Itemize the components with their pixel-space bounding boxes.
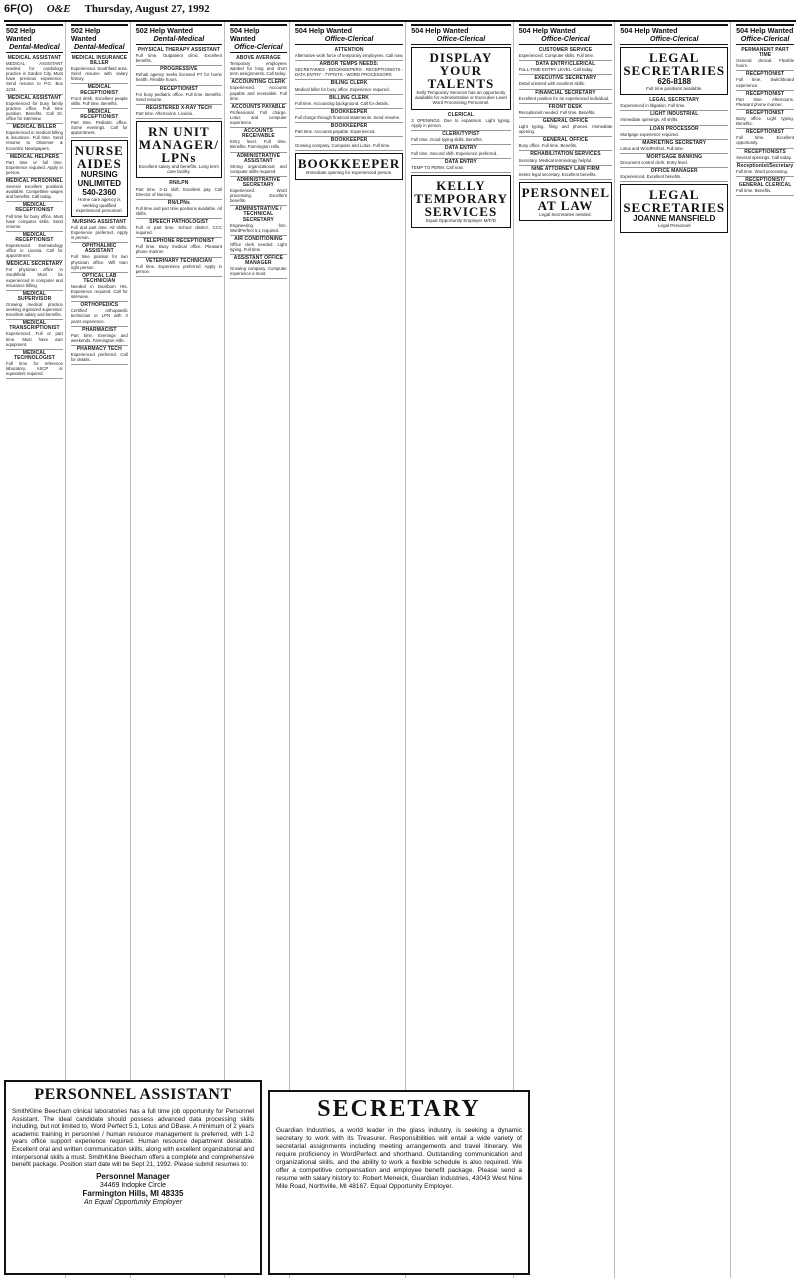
classified-ad [411, 131, 510, 145]
classified-ad [6, 95, 63, 124]
ad-title: NINE ATTORNEY LAW FIRM [531, 165, 600, 172]
ad-body: Part time. Afternoons. Pleasant phone manner. [736, 96, 794, 107]
ad-body: Experienced in litigation. Full time. [620, 103, 686, 109]
classified-ad [736, 110, 794, 129]
ad-body: Growing company. Computer and Lotus. Full time. [294, 143, 391, 149]
ad-body: Excellent position for an experienced individual. [518, 95, 610, 101]
ad-title: RN/LPN [169, 180, 189, 187]
classified-ad [71, 327, 128, 346]
ad-body: Detail oriented with excellent skills. [518, 81, 585, 87]
ad-title: MEDICAL RECEPTIONIST [15, 231, 54, 243]
display-ad-big: LEGAL SECRETARIES [623, 187, 726, 216]
ad-title: ORTHOPEDICS [80, 302, 119, 309]
ad-body: Medical biller for busy office. Experience required. [294, 86, 390, 92]
ad-body: Experienced. Word processing. Excellent benefits. [229, 188, 287, 204]
classified-ad [6, 55, 63, 95]
ad-body: Experienced in medical billing & insurance. Full time. Send resume to Observer & Eccentric Newspapers. [6, 130, 63, 151]
display-ad-phone: 540-2360 [82, 188, 117, 198]
classified-ad [71, 273, 128, 302]
display-ad-small: Equal Opportunity Employer M/F/D [426, 218, 496, 224]
ad-body: Full time. Outpatient clinic. Excellent benefits. [135, 53, 222, 64]
display-ad-small: Home care agency is seeking qualified experienced personnel. [75, 197, 123, 213]
classified-ad [519, 137, 613, 151]
classified-ad [295, 137, 403, 151]
ad-title: DATA ENTRY [444, 145, 477, 152]
section-header [411, 24, 510, 45]
classified-ad [736, 47, 794, 71]
display-ad-small: Kelly Temporary Services has an opportunity available for Administrative or Executive Level Word Processing Personnel. [415, 90, 507, 106]
display-ad-small: Legal Personnel [657, 223, 691, 229]
classified-ad [411, 159, 510, 173]
section-subtitle: Office-Clerical [541, 34, 590, 43]
ad-title: MEDICAL ASSISTANT [7, 94, 62, 101]
ad-body: Front desk. Excellent people skills. Full time. Benefits. [70, 95, 128, 106]
ad-body: Experienced preferred. Call for details. [70, 351, 128, 363]
section-header [230, 24, 287, 53]
classified-ad [736, 71, 794, 90]
ad-body: Full charge through financial statements. Send resume. [294, 114, 401, 120]
classified-ad [519, 104, 613, 118]
ad-body: Part time. 3-11 shift. Excellent pay. Call Director of Nursing. [135, 186, 222, 197]
secretary-title: SECRETARY [317, 1096, 481, 1122]
ad-title: OPHTHALMIC ASSISTANT [82, 243, 117, 255]
ad-body: Full time for busy office. Must have computer skills. Send resume. [6, 213, 63, 229]
ad-title: RECEPTIONIST [159, 85, 198, 92]
ad-title: CUSTOMER SERVICE [538, 47, 593, 53]
ad-title: RECEPTIONIST [745, 129, 785, 136]
ad-title: MEDICAL SUPERVISOR [17, 290, 52, 302]
ad-title: Receptionist/Secretary [736, 162, 794, 169]
classified-ad [620, 154, 728, 168]
section-subtitle: Office-Clerical [649, 34, 699, 43]
display-ad-small: Full time positions available. [646, 86, 703, 91]
display-ad-mid: JOANNE MANSFIELD [633, 214, 716, 224]
display-ad-mid: NURSING UNLIMITED [77, 170, 122, 189]
section-title: 502 Help Wanted [135, 26, 193, 35]
classified-ad [136, 47, 222, 66]
ad-title: GENERAL OFFICE [542, 137, 589, 144]
ad-body: Experienced. Excellent benefits. [620, 174, 682, 180]
ad-title: BOOKKEEPER [330, 137, 368, 144]
secretary-ad [268, 1090, 530, 1275]
section-title: 504 Help Wanted [229, 26, 260, 43]
ad-body: Full time. Word processing. [736, 168, 789, 174]
ad-body: Part time or full time. Experience required. Apply in person. [6, 159, 63, 175]
ad-body: Full time. Good typing skills. Benefits. [411, 136, 483, 142]
section-header [6, 24, 63, 53]
masthead [4, 3, 796, 19]
ad-title: MORTGAGE BANKING [646, 153, 703, 160]
ad-body: Full time. Switchboard experience. [736, 77, 794, 88]
display-ad-big: NURSE AIDES [74, 143, 124, 172]
ad-title: FINANCIAL SECRETARY [535, 89, 596, 96]
ad-title: MEDICAL BILLER [12, 124, 57, 131]
display-ad [620, 47, 728, 95]
column-7 [517, 22, 616, 1278]
ad-title: LOAN PROCESSOR [649, 125, 699, 132]
classified-ad [230, 236, 287, 255]
ad-title: MEDICAL TECHNOLOGIST [13, 349, 55, 361]
classified-ad [620, 168, 728, 182]
ad-body: Experienced. Full or part time. Must have own equipment. [6, 331, 63, 347]
ad-body: Full time. Accounting background. Call for details. [294, 100, 389, 106]
classified-ad [295, 61, 403, 80]
display-ad-big: DISPLAY YOUR TALENTS [427, 50, 495, 91]
ad-title: RECEPTIONISTS [744, 148, 786, 155]
section-subtitle: Dental-Medical [73, 42, 125, 51]
classified-ad [230, 153, 287, 177]
ad-title: PHARMACY TECH [76, 345, 122, 352]
contact-address-1: 34469 Indopke Circle [99, 1181, 167, 1189]
section-subtitle: Office-Clerical [324, 34, 374, 43]
classified-ad [519, 166, 613, 180]
ad-body: Part time. Pediatric office. Some evenings. Call for appointment. [70, 120, 128, 136]
classified-ad [136, 180, 222, 199]
ad-body: Experienced. Computer skills. Full time. [518, 53, 595, 59]
ad-body: Several openings. Call today. [736, 154, 792, 160]
classified-ad [230, 206, 287, 235]
display-ad-small: Legal Secretaries needed. [539, 211, 592, 217]
ad-title: REGISTERED X-RAY TECH [145, 104, 212, 111]
ad-body: Several excellent positions available. Competitive wages and benefits. Call today. [6, 184, 63, 200]
ad-body: Immediate openings. All shifts. [620, 117, 679, 123]
ad-body: Secretary. Medical terminology helpful. [518, 157, 593, 163]
section-title: 504 Help Wanted [736, 26, 794, 35]
eoe-notice: An Equal Opportunity Employer [83, 1198, 183, 1206]
classified-ad [6, 154, 63, 178]
display-ad-phone: 626-8188 [657, 77, 692, 86]
classified-ad [230, 128, 287, 152]
ad-body: Needed in Dearborn Hts. Experience required. Call for interview. [70, 283, 128, 300]
ad-body: For busy pediatric office. Full time. Benefits. Send resume. [135, 91, 222, 102]
ad-body: Full and part time. All shifts. Experience preferred. Apply in person. [70, 225, 128, 241]
classified-ad [519, 47, 613, 61]
ad-title: MEDICAL SECRETARY [6, 261, 63, 268]
classified-ad [6, 350, 63, 379]
display-ad [71, 140, 128, 217]
ad-title: MEDICAL RECEPTIONIST [80, 84, 119, 96]
classified-ad [136, 238, 222, 257]
classified-ad [519, 61, 613, 75]
ad-title: MEDICAL HELPERS [9, 153, 60, 160]
ad-body: Alternative work force of temporary employees. Call now. [294, 53, 404, 59]
ad-title: MEDICAL TRANSCRIPTIONIST [9, 320, 60, 332]
ad-body: Full or part time. School district. CCC required. [135, 225, 222, 236]
classified-ad [6, 202, 63, 231]
ad-body: Part time. Accounts payable. Experienced. [294, 129, 376, 135]
ad-title: RECEPTIONIST [745, 109, 785, 116]
section-title: 504 Help Wanted [518, 26, 576, 35]
ad-title: RN/LPNs [167, 199, 190, 206]
ad-body: MEDICAL ASSISTANT needed for cardiology practice in Garden City. Must have previous experience. Send resume to P.O. Box 1234. [6, 61, 63, 92]
display-ad-small: Immediate opening for experienced person. [305, 170, 393, 176]
ad-body: Busy office. Full time. Benefits. [518, 143, 578, 149]
classified-ad [620, 140, 728, 154]
classified-ad [519, 90, 613, 104]
classified-ad [6, 232, 63, 261]
classified-ad [295, 123, 403, 137]
ad-body: Experienced. Dermatology office in Livonia. Call for appointment. [6, 243, 63, 259]
ad-body: Part time. Evenings and weekends. Farmington Hills. [70, 332, 128, 343]
ad-title: ACCOUNTING CLERK [231, 79, 286, 86]
ad-title: REHABILITATION SERVICES [530, 151, 601, 158]
ad-title: RECEPTIONIST [745, 71, 785, 78]
ad-body: Experienced for busy family practice office. Full time position. Benefits. Call Dr. office for interview. [6, 100, 63, 122]
ad-body: SECRETARIES - BOOKKEEPERS - RECEPTIONISTS - DATA ENTRY - TYPISTS - WORD PROCESSORS [294, 67, 404, 78]
classified-ad [620, 97, 728, 111]
ad-body: 3 OPENINGS. Due to expansion. Light typing. Apply in person. [411, 117, 511, 128]
ad-body: Seeks legal secretary. Excellent benefits. [518, 171, 597, 177]
ad-title: PHARMACIST [82, 326, 117, 333]
ad-title: MEDICAL RECEPTIONIST [15, 202, 54, 214]
personnel-assistant-contact [12, 1173, 254, 1207]
ad-title: BOOKKEEPER [330, 108, 368, 115]
ad-body: Growing medical practice seeking organized supervisor. Excellent salary and benefits. [6, 301, 63, 318]
ad-title: BILING CLERK [330, 80, 368, 87]
classified-ad [136, 219, 222, 238]
secretary-body: Guardian Industries, a world leader in the glass industry, is seeking a dynamic secretary to work with its Treasurer. Responsibilities will entail a wide variety of secretarial assignments including meeting arrangements and travel itinerary. We require proficiency in WordPerfect and shorthand. Outstanding communication and organizational skills, and the ability to work a flexible schedule is also required. We offer a competitive compensation and employee benefit package. Please send a resume with salary history to: Robert Meneick, Guardian Industries, 43043 West Nine Mile Road, Northville, MI 48167. Equal Opportunity Employer. [276, 1127, 522, 1190]
ad-title: ASSISTANT OFFICE MANAGER [233, 255, 284, 267]
issue-date: Thursday, August 27, 1992 [84, 3, 210, 15]
classified-ad [6, 320, 63, 349]
display-ad-big: LEGAL SECRETARIES [623, 50, 726, 78]
section-title: 504 Help Wanted [620, 26, 678, 35]
paper-name: O&E [46, 3, 71, 15]
ad-title: CLERK/TYPIST [442, 130, 480, 137]
section-title: 504 Help Wanted [294, 26, 353, 35]
classified-ad [6, 124, 63, 153]
classified-ad [71, 109, 128, 138]
ad-body: Full time position for two physician office. Will train right person. [70, 254, 128, 270]
ad-body: Mortgage experience required. [620, 131, 679, 137]
display-ad [620, 184, 728, 232]
classified-ad [230, 55, 287, 79]
display-ad [411, 47, 510, 110]
classified-ad [230, 104, 287, 128]
column-8 [618, 22, 731, 1278]
ad-body: Full time. Busy medical office. Pleasant phone manner. [135, 244, 222, 255]
display-ad [411, 175, 510, 227]
ad-title: OPTICAL LAB TECHNICIAN [82, 272, 117, 284]
ad-body: General clerical. Flexible hours. [736, 58, 794, 69]
section-subtitle: Dental-Medical [153, 34, 205, 43]
classified-ad [71, 302, 128, 326]
display-ad-big: PERSONNEL AT LAW [521, 184, 611, 213]
section-title: 502 Help Wanted [6, 26, 36, 43]
ad-title: CLERICAL [447, 111, 474, 118]
ad-title: MEDICAL INSURANCE BILLER [71, 55, 128, 67]
classified-ad [295, 95, 403, 109]
section-subtitle: Office-Clerical [234, 42, 283, 51]
ad-title: ADMINISTRATIVE SECRETARY [236, 176, 281, 188]
ad-body: Full time and part time positions available. All shifts. [135, 205, 222, 216]
personnel-assistant-title: PERSONNEL ASSISTANT [34, 1086, 232, 1103]
section-title: 504 Help Wanted [411, 26, 469, 35]
ad-body: Full time. Excellent opportunity. [736, 135, 794, 146]
personnel-assistant-body: SmithKline Beecham clinical laboratories has a full time job opportunity for Personnel Assistant. The ideal candidate should possess advanced data processing skills including, but not limited to, Word Perfect 5.1, Lotus and DBase. A minimum of 2 years academic training in personnel / human resource management is preferred, with 1-2 years office support experience required. Human resource department desirable. Excellent oral and written communication skills, along with excellent organizational and interpersonal skills a must. SmithKline Beecham offers a complete and comprehensive benefit package. Position start date will be Sept 21, 1992. Please submit resumes to: [12, 1108, 254, 1169]
classified-ad [71, 84, 128, 108]
classified-ad [736, 149, 794, 163]
ad-title: EXECUTIVE SECRETARY [534, 75, 597, 82]
ad-title: OFFICE MANAGER [650, 168, 698, 175]
ad-title: BOOKKEEPER [330, 123, 368, 130]
classified-ad [620, 111, 728, 125]
classified-ad [295, 47, 403, 61]
ad-body: Rehab agency seeks licensed PT for home health. Flexible hours. [135, 72, 222, 83]
ad-body: Strong organizational and computer skills required. [229, 163, 287, 174]
classified-ad [230, 79, 287, 103]
ad-title: GENERAL OFFICE [542, 117, 589, 124]
classified-ad [620, 126, 728, 140]
ad-title: VETERINARY TECHNICIAN [145, 257, 212, 264]
ad-body: Full time. Benefits. [736, 188, 772, 194]
ad-title: ARBOR TEMPS NEEDS: [319, 61, 379, 68]
display-ad [136, 121, 222, 178]
section-header [519, 24, 613, 45]
display-ad [295, 153, 403, 179]
classified-ad [6, 261, 63, 290]
ad-body: Full time for reference laboratory. ASCP or equivalent required. [6, 360, 63, 377]
ad-title: DATA ENTRY [444, 159, 477, 166]
ad-title: NURSING ASSISTANT [72, 218, 127, 225]
classified-ad [411, 112, 510, 131]
ad-body: Full time. Second shift. Experience preferred. [411, 151, 498, 157]
ad-title: RECEPTIONIST [745, 90, 785, 97]
ad-body: Experienced. Southfield area. Send resume with salary history. [70, 66, 128, 82]
ad-title: FRONT DESK [548, 103, 583, 110]
classified-ad [519, 151, 613, 165]
section-header [736, 24, 794, 45]
ad-title: DATA ENTRY/CLERICAL [535, 61, 596, 68]
classified-ad [136, 258, 222, 277]
ad-title: MEDICAL RECEPTIONIST [80, 108, 119, 120]
classified-ad [736, 91, 794, 110]
ad-body: Entry level. Full time. Benefits. Farmington Hills. [229, 139, 287, 150]
ad-title: ACCOUNTS PAYABLE [231, 103, 286, 110]
classified-ad [71, 219, 128, 243]
ad-body: Receptionist needed. Full time. Benefits. [518, 109, 596, 115]
ad-body: FULL-TIME ENTRY LEVEL. Call today. [518, 67, 594, 73]
ad-body: Experienced. Accounts payable and receivable. Full time. [229, 85, 287, 101]
ad-body: Growing company. Computer experience a must. [229, 266, 287, 277]
ad-body: Part time. Afternoons. Livonia. [135, 110, 194, 116]
ad-body: TEMP TO PERM. Call now. [411, 165, 464, 171]
classified-ad [411, 145, 510, 159]
ad-body: Certified orthopaedic technician or LPN with 3 years experience. [70, 308, 128, 324]
contact-title: Personnel Manager [96, 1171, 170, 1181]
ad-body: For physician office in Southfield. Must be experienced in computer and insurance billing. [6, 267, 63, 288]
ad-title: PROGRESSIVE [160, 66, 198, 73]
classified-ad [71, 55, 128, 84]
ad-title: LIGHT INDUSTRIAL [650, 111, 699, 118]
section-title: 502 Help Wanted [70, 26, 101, 43]
section-header [295, 24, 403, 45]
classified-ad [295, 80, 403, 94]
classified-ad [295, 109, 403, 123]
ad-title: ADMINISTRATIVE / TECHNICAL SECRETARY [235, 206, 282, 223]
ad-title: BILLING CLERK [329, 94, 370, 101]
ad-body: Professional. Full charge. Lotus and computer experience. [229, 109, 287, 126]
display-ad-big: BOOKKEEPER [297, 156, 401, 172]
ad-title: AIR CONDITIONING [234, 235, 283, 242]
display-ad-big: KELLY TEMPORARY SERVICES [414, 178, 509, 220]
ad-body: Light typing, filing and phones. Immediate opening. [518, 124, 613, 135]
ad-title: ADMINISTRATIVE ASSISTANT [236, 152, 281, 164]
column-9 [734, 22, 796, 1278]
ad-body: Engineering firm. WordPerfect 5.1 required. [229, 222, 287, 233]
ad-title: MARKETING SECRETARY [642, 139, 707, 146]
ad-title: ATTENTION [334, 47, 364, 53]
display-ad-small: Excellent salary and benefits. Long term care facility. [138, 164, 219, 175]
ad-body: Document control clerk. Entry level. [620, 160, 688, 166]
ad-title: SPEECH PATHOLOGIST [149, 219, 209, 225]
ad-body: Lotus and WordPerfect. Full time. [620, 145, 685, 151]
display-ad-big: RN UNIT MANAGER/ LPNs [138, 124, 219, 166]
ad-title: PERMANENT PART TIME [741, 47, 789, 59]
ad-title: PHYSICAL THERAPY ASSISTANT [137, 47, 220, 53]
section-header [136, 24, 222, 45]
classified-ad [736, 177, 794, 196]
ad-body: Full time. Experience preferred. Apply in person. [135, 263, 222, 274]
classified-ad [71, 243, 128, 272]
ad-body: Busy office. Light typing. Benefits. [736, 116, 794, 127]
classified-ad [136, 66, 222, 85]
classified-ad [519, 118, 613, 137]
ad-body: Temporary employees wanted for long and short term assignments. Call today. [229, 61, 287, 77]
classified-ad [136, 86, 222, 105]
section-header [71, 24, 128, 53]
ad-title: ABOVE AVERAGE [236, 55, 281, 61]
classified-ad [71, 346, 128, 365]
ad-title: ACCOUNTS RECEIVABLE [241, 128, 275, 140]
classified-ad [736, 163, 794, 177]
classified-ad [6, 178, 63, 202]
ad-title: LEGAL SECRETARY [649, 97, 700, 104]
section-subtitle: Dental-Medical [9, 42, 60, 51]
display-ad [519, 182, 613, 221]
classified-ad [736, 129, 794, 148]
ad-body: Office clerk needed. Light typing. Full time. [229, 241, 287, 252]
contact-address-2: Farmington Hills, MI 48335 [82, 1188, 184, 1198]
section-subtitle: Office-Clerical [740, 34, 790, 43]
ad-title: MEDICAL ASSISTANT [7, 55, 62, 61]
classified-ad [230, 177, 287, 206]
personnel-assistant-ad [4, 1080, 262, 1275]
classified-ad [519, 75, 613, 89]
classified-ad [136, 105, 222, 119]
classified-ad [230, 255, 287, 279]
ad-title: RECEPTIONIST/ GENERAL CLERICAL [738, 176, 792, 188]
ad-title: TELEPHONE RECEPTIONIST [143, 238, 215, 245]
classified-ad [136, 200, 222, 219]
page-number: 6F(O) [4, 3, 33, 15]
classified-ad [6, 291, 63, 320]
section-header [620, 24, 728, 45]
ad-title: MEDICAL PERSONNEL [6, 177, 63, 184]
section-subtitle: Office-Clerical [436, 34, 486, 43]
